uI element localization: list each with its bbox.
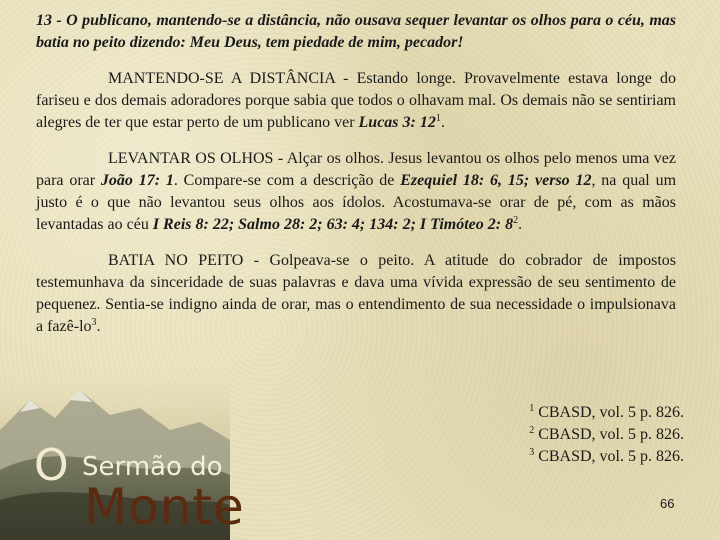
footnote: $^1$ CBASD, vol. 5 p. 826. <box>529 403 684 421</box>
page-number: 66 <box>660 496 675 511</box>
footnotes <box>529 402 684 468</box>
verse-heading: 13 - O publicano, mantendo-se a distância, não ousava sequer levantar os olhos para o céu, mas batia no peito dizendo: Meu Deus, tem piedade de mim, pecador! <box>36 12 676 51</box>
term-levantar: LEVANTAR OS OLHOS <box>108 150 274 167</box>
logo-monte: Monte <box>84 478 245 536</box>
footnote: $^2$ CBASD, vol. 5 p. 826. <box>529 425 684 443</box>
slide-content <box>36 10 676 338</box>
paragraph-mantendo: MANTENDO-SE A DISTÂNCIA - Estando longe. Provavelmente estava longe do fariseu e dos demais adoradores porque sabia que todos o olhavam mal. Os demais não se sentiriam alegres de ter que estar perto de um publicano ver Lucas 3: $12^1$. <box>36 70 676 131</box>
footnote: $^3$ CBASD, vol. 5 p. 826. <box>529 447 684 465</box>
logo-letter-o: O <box>34 440 69 491</box>
logo-sermao-do: Sermão do <box>82 452 223 482</box>
term-batia: BATIA NO PEITO <box>108 252 244 269</box>
footnote-ref-1: 1 <box>435 113 441 124</box>
footnote-ref-2: 2 <box>513 215 519 226</box>
paragraph-batia: BATIA NO PEITO - Golpeava-se o peito. A atitude do cobrador de impostos testemunhava da sinceridade de suas palavras e dava uma vívida expressão de seu sentimento de pequenez. Sentia-se indigno ainda de orar, mas o entendimento de sua necessidade o impulsionava a fazê-$lo^3$. <box>36 252 677 335</box>
paragraph-levantar: LEVANTAR OS OLHOS - Alçar os olhos. Jesus levantou os olhos pelo menos uma vez para orar João 17: 1. Compare-se com a descrição de Ezequiel 18: 6, 15; verso 12, na qual um justo é o que não levantou seus olhos aos ídolos. Acostumava-se orar de pé, com as mãos levantadas ao céu I Reis 8: 22; Salmo 28: 2; 63: 4; 134: 2; I Timóteo 2: $8^2$. <box>36 150 677 233</box>
ref-lucas: Lucas 3: 12 <box>358 114 436 131</box>
ref-joao: João 17: 1 <box>100 172 174 189</box>
ref-ezequiel: Ezequiel 18: 6, 15; verso 12 <box>400 172 592 189</box>
ref-reis-salmo: I Reis 8: 22; Salmo 28: 2; 63: 4; 134: 2; I Timóteo 2: 8 <box>152 216 514 233</box>
term-mantendo: MANTENDO-SE A DISTÂNCIA <box>108 70 335 87</box>
footnote-ref-3: 3 <box>91 317 97 328</box>
